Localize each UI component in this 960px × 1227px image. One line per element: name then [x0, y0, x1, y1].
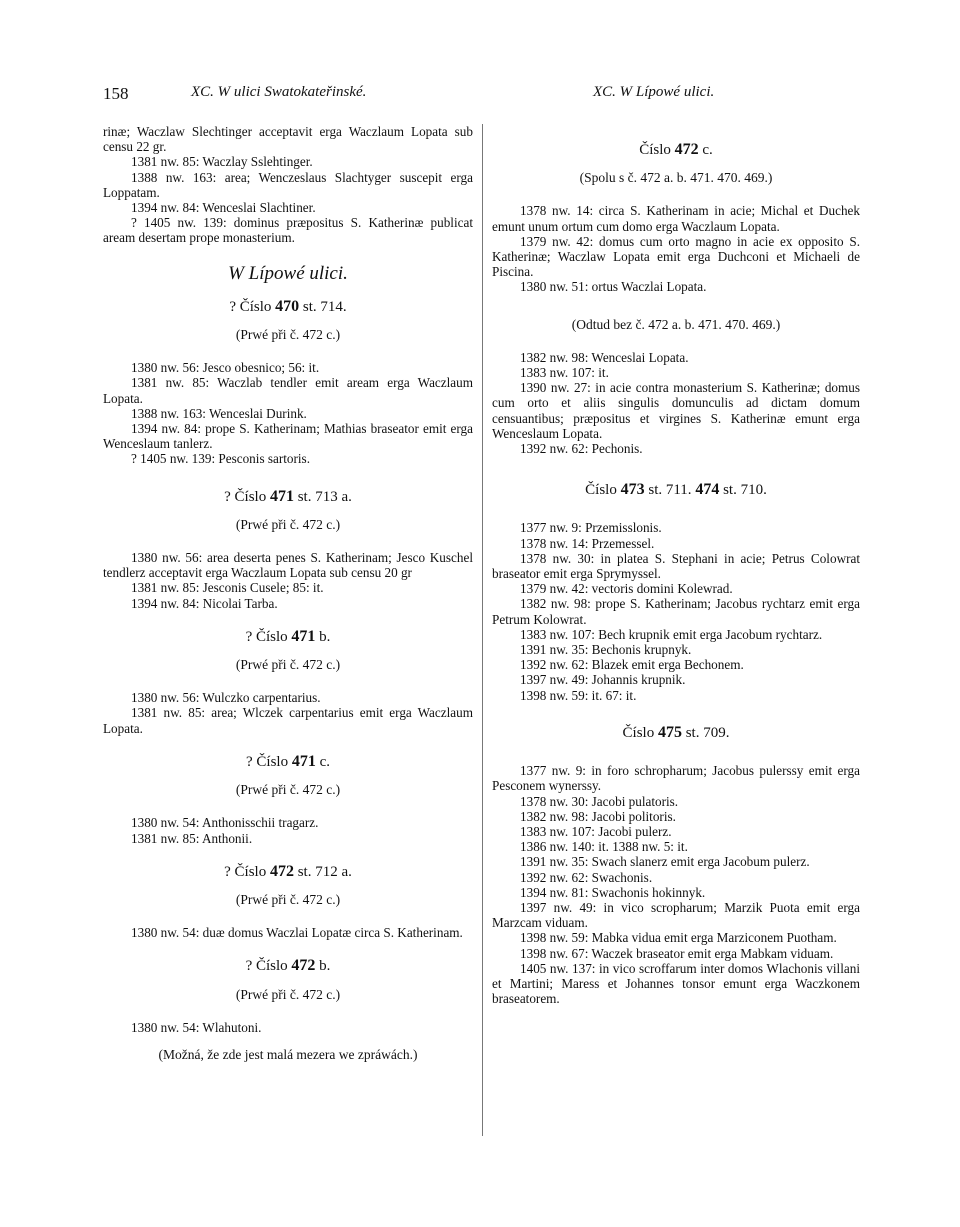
entry: 1379 nw. 42: domus cum orto magno in acie ex opposito S. Katherinæ; Waczlaw Lopata emit erga Duchconi et Michaeli de Piscina.	[492, 233, 860, 280]
entry: 1392 nw. 62: Pechonis.	[520, 441, 643, 457]
entry: 1391 nw. 35: Swach slanerz emit erga Jacobum pulerz.	[520, 854, 810, 870]
cross-reference-note: (Prwé při č. 472 c.)	[235, 986, 341, 1002]
right-running-title: XC. W Lípowé ulici.	[593, 84, 715, 100]
entry: 1381 nw. 85: Waczlay Sslehtinger.	[131, 154, 313, 170]
entry: 1392 nw. 62: Blazek emit erga Bechonem.	[520, 657, 744, 673]
entry: 1382 nw. 98: Jacobi politoris.	[520, 808, 676, 824]
entry: 1394 nw. 84: prope S. Katherinam; Mathias braseator emit erga Wenceslaum tanlerz.	[103, 421, 473, 452]
left-column	[103, 124, 473, 1080]
entry: 1379 nw. 42: vectoris domini Kolewrad.	[520, 581, 733, 597]
entry: ? 1405 nw. 139: dominus præpositus S. Katherinæ publicat aream desertam prope monasterium.	[103, 215, 473, 246]
entry: 1383 nw. 107: it.	[520, 365, 609, 381]
entry: 1383 nw. 107: Bech krupnik emit erga Jacobum rychtarz.	[520, 626, 823, 642]
entry: 1382 nw. 98: prope S. Katherinam; Jacobus rychtarz emit erga Petrum Kolowrat.	[492, 596, 860, 627]
entry: 1405 nw. 137: in vico scroffarum inter domos Wlachonis villani et Martini; Maress et Johannes tonsor emunt erga Waczkonem braseatorem.	[492, 960, 860, 1007]
entry: 1398 nw. 67: Waczek braseator emit erga Mabkam viduam.	[520, 945, 834, 961]
cross-reference-note: (Prwé při č. 472 c.)	[235, 327, 341, 343]
entry: 1394 nw. 81: Swachonis hokinnyk.	[520, 884, 706, 900]
entry: 1380 nw. 56: Wulczko carpentarius.	[131, 690, 321, 706]
entry: 1380 nw. 54: Anthonisschii tragarz.	[131, 815, 319, 831]
right-column	[492, 124, 860, 1006]
cross-reference-note: (Prwé při č. 472 c.)	[235, 891, 341, 907]
cross-reference-note: (Spolu s č. 472 a. b. 471. 470. 469.)	[579, 170, 773, 186]
cislo-heading-473-474: Číslo 473 st. 711. 474 st. 710.	[585, 481, 767, 499]
entry: 1388 nw. 163: Wenceslai Durink.	[131, 405, 307, 421]
cross-reference-note: (Prwé při č. 472 c.)	[235, 657, 341, 673]
entry: 1377 nw. 9: Przemisslonis.	[520, 520, 662, 536]
cross-reference-note: (Prwé při č. 472 c.)	[235, 782, 341, 798]
cislo-heading-470: ? Číslo 470 st. 714.	[229, 297, 347, 315]
entry: 1381 nw. 85: Anthonii.	[131, 830, 253, 846]
entry: 1380 nw. 54: duæ domus Waczlai Lopatæ circa S. Katherinam.	[131, 925, 463, 941]
entry: 1380 nw. 54: Wlahutoni.	[131, 1019, 262, 1035]
cislo-heading-472c: Číslo 472 c.	[639, 141, 713, 158]
entry: 1398 nw. 59: it. 67: it.	[520, 687, 637, 703]
entry: 1397 nw. 49: in vico scropharum; Marzik Puota emit erga Marzcam viduam.	[492, 899, 860, 931]
entry: 1378 nw. 14: Przemessel.	[520, 535, 655, 551]
cislo-heading-471a: ? Číslo 471 st. 713 a.	[224, 487, 352, 505]
entry: 1378 nw. 14: circa S. Katherinam in acie; Michal et Duchek emunt unum ortum cum domo erga Waczlaum Lopata.	[492, 203, 860, 234]
entry: 1377 nw. 9: in foro schropharum; Jacobus pulerssy emit erga Pesconem wynerssy.	[492, 763, 860, 794]
entry: 1388 nw. 163: area; Wenczeslaus Slachtyger suscepit erga Loppatam.	[103, 169, 473, 200]
section-title: W Lípowé ulici.	[228, 262, 348, 284]
cislo-heading-471b: ? Číslo 471 b.	[245, 627, 331, 645]
entry: 1383 nw. 107: Jacobi pulerz.	[520, 823, 672, 839]
cislo-heading-472b: ? Číslo 472 b.	[245, 957, 331, 975]
page-header	[103, 84, 863, 108]
entry: 1391 nw. 35: Bechonis krupnyk.	[520, 642, 692, 658]
entry: 1394 nw. 84: Wenceslai Slachtiner.	[131, 200, 316, 216]
entry: 1394 nw. 84: Nicolai Tarba.	[131, 595, 278, 611]
entry: 1378 nw. 30: in platea S. Stephani in acie; Petrus Colowrat braseator emit erga Sprymyssel.	[492, 550, 860, 582]
entry: 1390 nw. 27: in acie contra monasterium S. Katherinæ; domus cum orto et aliis singulis domunculis ad dictam domum censuantibus; præpositus et virgines S. Katherinæ emunt erga Wenceslaum Lopata.	[492, 380, 860, 441]
entry: 1392 nw. 62: Swachonis.	[520, 869, 653, 885]
entry: 1381 nw. 85: Waczlab tendler emit aream erga Waczlaum Lopata.	[103, 375, 473, 406]
entry: 1378 nw. 30: Jacobi pulatoris.	[520, 793, 679, 809]
cislo-heading-475: Číslo 475 st. 709.	[622, 723, 730, 741]
column-divider	[482, 124, 483, 1136]
entry: 1381 nw. 85: Jesconis Cusele; 85: it.	[131, 580, 324, 596]
cislo-heading-472a: ? Číslo 472 st. 712 a.	[224, 862, 352, 880]
entry: 1381 nw. 85: area; Wlczek carpentarius emit erga Waczlaum Lopata.	[103, 705, 473, 736]
cross-reference-note: (Prwé při č. 472 c.)	[235, 516, 341, 532]
entry: 1380 nw. 51: ortus Waczlai Lopata.	[520, 279, 707, 295]
entry: 1382 nw. 98: Wenceslai Lopata.	[520, 349, 689, 365]
left-running-title: XC. W ulici Swatokateřinské.	[191, 84, 367, 100]
entry: 1397 nw. 49: Johannis krupnik.	[520, 672, 686, 688]
entry: 1398 nw. 59: Mabka vidua emit erga Marziconem Puotham.	[520, 930, 837, 946]
entry: 1380 nw. 56: area deserta penes S. Katherinam; Jesco Kuschel tendlerz acceptavit erga Waczlaum Lopata sub censu 20 gr	[103, 550, 473, 581]
entry: 1386 nw. 140: it. 1388 nw. 5: it.	[520, 839, 688, 855]
entry: 1380 nw. 56: Jesco obesnico; 56: it.	[131, 360, 320, 376]
cislo-heading-471c: ? Číslo 471 c.	[245, 752, 330, 770]
closing-note: (Možná, že zde jest malá mezera we zpráwách.)	[158, 1046, 418, 1062]
entry: ? 1405 nw. 139: Pesconis sartoris.	[131, 451, 310, 467]
entry: rinæ; Waczlaw Slechtinger acceptavit erga Waczlaum Lopata sub censu 22 gr.	[103, 124, 473, 155]
page-number: 158	[103, 84, 129, 103]
cross-reference-note: (Odtud bez č. 472 a. b. 471. 470. 469.)	[571, 316, 781, 332]
